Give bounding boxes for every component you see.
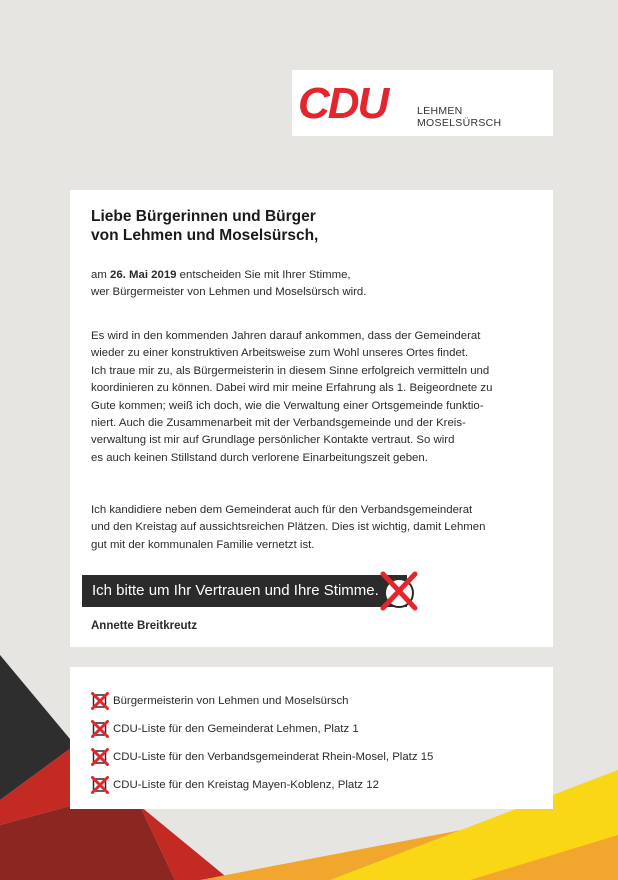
- cdu-location: [417, 105, 501, 129]
- cdu-location-line1: LEHMEN: [417, 105, 463, 117]
- checkbox-cross-icon: [91, 776, 109, 794]
- candidacy-line: gut mit der kommunalen Familie vernetzt ist.: [91, 538, 315, 551]
- intro-post: entscheiden Sie mit Ihrer Stimme,: [176, 269, 351, 281]
- candidacy-label: CDU-Liste für den Kreistag Mayen-Koblenz, Platz 12: [113, 779, 379, 791]
- cdu-logo-card: [292, 70, 553, 136]
- body-line: Ich traue mir zu, als Bürgermeisterin in diesem Sinne erfolgreich vermitteln und: [91, 364, 490, 377]
- greeting-line1: Liebe Bürgerinnen und Bürger: [91, 208, 316, 225]
- ballot-cross-icon: [376, 568, 422, 614]
- signature-name: Annette Breitkreutz: [91, 620, 198, 632]
- body-line: Gute kommen; weiß ich doch, wie die Verwaltung einer Ortsgemeinde funktio-: [91, 399, 484, 412]
- intro-pre: am: [91, 269, 110, 281]
- candidacy-line: Ich kandidiere neben dem Gemeinderat auch für den Verbandsgemeinderat: [91, 504, 473, 516]
- body-line: es auch keinen Stillstand durch verlorene Einarbeitungszeit geben.: [91, 451, 428, 464]
- cdu-wordmark: CDU: [298, 79, 388, 128]
- body-line: verwaltung ist mir auf Grundlage persönlicher Kontakte vertraut. So wird: [91, 434, 455, 447]
- body-line: wieder zu einer konstruktiven Arbeitsweise zum Wohl unseres Ortes findet.: [91, 347, 469, 360]
- body-line: niert. Auch die Zusammenarbeit mit der Verbandsgemeinde und der Kreis-: [91, 417, 466, 430]
- body-line: Es wird in den kommenden Jahren darauf ankommen, dass der Gemeinderat: [91, 330, 481, 342]
- letter-card: [70, 190, 553, 647]
- greeting-line2: von Lehmen und Moselsürsch,: [91, 227, 319, 244]
- cdu-location-line2: MOSELSÜRSCH: [417, 117, 502, 129]
- vote-appeal-banner: [82, 575, 407, 607]
- intro-paragraph: [91, 267, 541, 302]
- vote-appeal-text: Ich bitte um Ihr Vertrauen und Ihre Stimme.: [92, 582, 379, 599]
- body-paragraph: [91, 328, 541, 467]
- candidacy-label: Bürgermeisterin von Lehmen und Moselsürsch: [113, 695, 349, 707]
- candidacy-list-card: [70, 667, 553, 809]
- candidacy-item: [91, 775, 531, 795]
- checkbox-cross-icon: [91, 720, 109, 738]
- candidacy-label: CDU-Liste für den Verbandsgemeinderat Rhein-Mosel, Platz 15: [113, 751, 434, 763]
- candidacy-line: und den Kreistag auf aussichtsreichen Plätzen. Dies ist wichtig, damit Lehmen: [91, 521, 486, 534]
- candidacy-item: [91, 747, 531, 767]
- candidacy-item: [91, 691, 531, 711]
- body-line: koordinieren zu können. Dabei wird mir meine Erfahrung als 1. Beigeordnete zu: [91, 382, 493, 395]
- intro-line1: [91, 267, 541, 284]
- election-date: 26. Mai 2019: [110, 269, 177, 281]
- intro-line2: wer Bürgermeister von Lehmen und Moselsürsch wird.: [91, 286, 367, 299]
- candidacy-paragraph: [91, 502, 541, 554]
- greeting-heading: [91, 207, 531, 245]
- candidacy-item: [91, 719, 531, 739]
- candidacy-label: CDU-Liste für den Gemeinderat Lehmen, Platz 1: [113, 723, 359, 735]
- checkbox-cross-icon: [91, 692, 109, 710]
- checkbox-cross-icon: [91, 748, 109, 766]
